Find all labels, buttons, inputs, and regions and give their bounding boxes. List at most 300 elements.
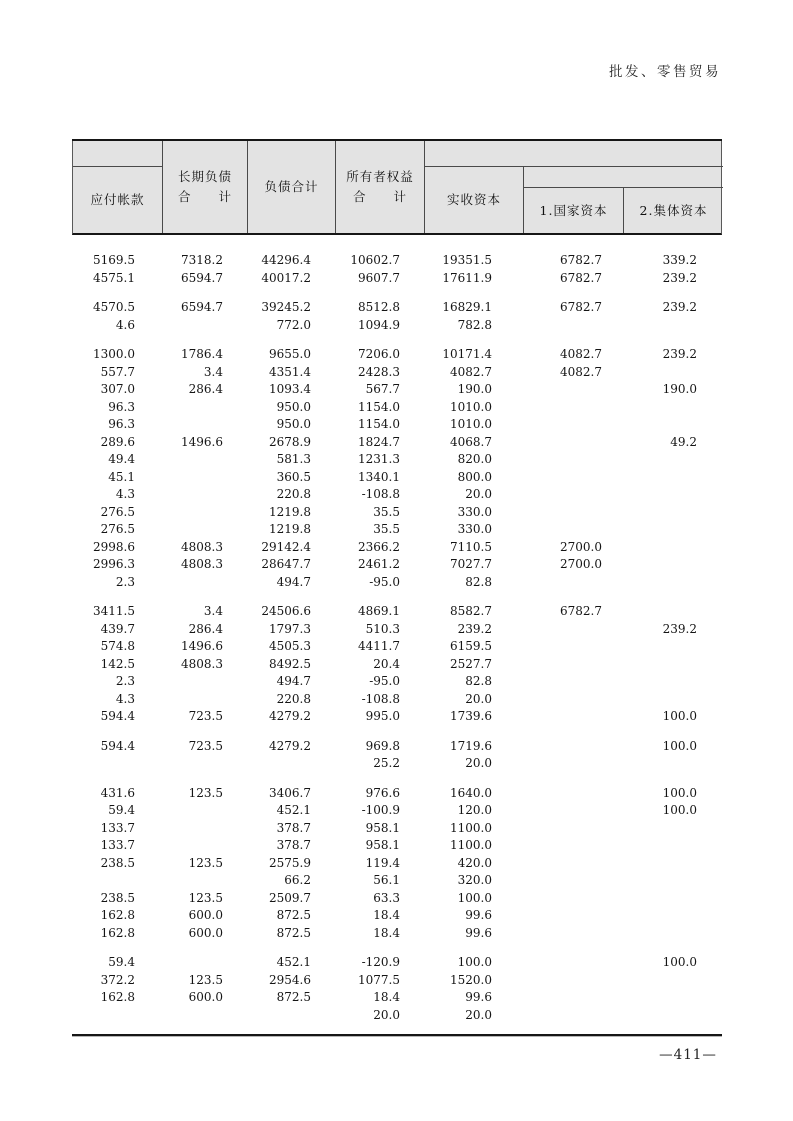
table-cell: 4575.1 xyxy=(93,270,135,285)
table-row xyxy=(72,691,722,709)
table-cell xyxy=(523,1007,623,1025)
table-cell: 969.8 xyxy=(365,738,400,753)
table-cell: 119.4 xyxy=(365,855,400,870)
table-cell: 3406.7 xyxy=(269,785,311,800)
header-long-term-liabilities xyxy=(163,141,248,233)
table-cell: 431.6 xyxy=(100,785,135,800)
table-cell xyxy=(523,708,623,726)
table-cell: 2428.3 xyxy=(358,364,400,379)
table-cell: 4082.7 xyxy=(560,347,602,361)
header-blank-band-right xyxy=(425,141,723,167)
table-cell: 995.0 xyxy=(365,709,400,723)
table-cell: 4808.3 xyxy=(181,656,223,671)
table-cell: 20.0 xyxy=(373,1007,400,1022)
table-cell: 307.0 xyxy=(100,382,135,396)
table-cell: 872.5 xyxy=(276,908,311,922)
table-cell: 9655.0 xyxy=(269,347,311,361)
table-cell xyxy=(162,1007,247,1025)
table-cell xyxy=(523,451,623,469)
table-cell: -120.9 xyxy=(361,955,400,969)
table-cell: 4869.1 xyxy=(358,604,400,618)
header-blank-col1 xyxy=(73,141,163,167)
table-cell: 142.5 xyxy=(100,656,135,671)
table-cell: 4082.7 xyxy=(450,364,492,379)
table-cell: 2461.2 xyxy=(358,557,400,571)
table-cell: 1100.0 xyxy=(450,838,492,852)
table-cell xyxy=(623,872,722,890)
table-cell xyxy=(523,954,623,972)
table-cell xyxy=(523,691,623,709)
table-cell: 133.7 xyxy=(100,838,135,852)
table-cell: 24506.6 xyxy=(261,604,311,618)
table-cell xyxy=(623,855,722,873)
table-cell: -108.8 xyxy=(361,487,400,501)
table-cell: 439.7 xyxy=(100,621,135,636)
table-cell: 123.5 xyxy=(188,890,223,905)
row-spacer xyxy=(72,287,722,299)
table-cell: 59.4 xyxy=(108,803,135,817)
table-header xyxy=(72,141,722,235)
table-cell: 18.4 xyxy=(373,990,400,1004)
table-cell: 2678.9 xyxy=(269,434,311,449)
table-cell: 4411.7 xyxy=(358,639,400,653)
table-cell: 1496.6 xyxy=(181,639,223,653)
table-cell: 286.4 xyxy=(188,382,223,396)
table-cell: 574.8 xyxy=(100,639,135,653)
table-cell: 2700.0 xyxy=(560,539,602,554)
table-cell: 39245.2 xyxy=(261,300,311,314)
table-cell xyxy=(162,317,247,335)
table-cell: 339.2 xyxy=(662,253,697,267)
table-cell: 1010.0 xyxy=(450,399,492,414)
table-cell xyxy=(523,656,623,674)
table-cell: 162.8 xyxy=(100,925,135,940)
table-cell: 1077.5 xyxy=(358,972,400,987)
table-cell: 5169.5 xyxy=(93,253,135,267)
table-cell: 3.4 xyxy=(203,364,223,379)
table-cell xyxy=(623,469,722,487)
table-cell xyxy=(162,954,247,972)
table-cell: 10602.7 xyxy=(350,253,400,267)
table-cell xyxy=(623,691,722,709)
header-owners-equity xyxy=(336,141,425,233)
table-cell: 56.1 xyxy=(373,873,400,887)
table-cell: 557.7 xyxy=(100,364,135,379)
table-cell: 286.4 xyxy=(188,621,223,636)
table-cell: 320.0 xyxy=(457,873,492,887)
table-cell: 1154.0 xyxy=(358,417,400,431)
table-cell: 123.5 xyxy=(188,972,223,987)
table-cell: -95.0 xyxy=(369,574,400,589)
table-cell: 133.7 xyxy=(100,820,135,835)
table-cell: 63.3 xyxy=(373,890,400,905)
table-cell xyxy=(623,556,722,574)
table-cell: 600.0 xyxy=(188,908,223,922)
table-cell xyxy=(162,820,247,838)
table-cell xyxy=(623,317,722,335)
table-cell: 1010.0 xyxy=(450,417,492,431)
table-cell: 100.0 xyxy=(457,890,492,905)
table-cell: 100.0 xyxy=(662,803,697,817)
table-row xyxy=(72,486,722,504)
table-cell: 123.5 xyxy=(188,855,223,870)
table-cell xyxy=(623,673,722,691)
table-cell: 44296.4 xyxy=(261,253,311,267)
table-cell: 4068.7 xyxy=(450,434,492,449)
table-cell: 872.5 xyxy=(276,990,311,1004)
header-long-term-liabilities-line1: 长期负债 xyxy=(177,169,232,184)
table-cell: 581.3 xyxy=(276,452,311,466)
table-cell: 958.1 xyxy=(365,838,400,852)
header-collective-capital: 2.集体资本 xyxy=(639,202,708,218)
table-row xyxy=(72,299,722,317)
table-cell: 100.0 xyxy=(662,955,697,969)
statistics-table xyxy=(72,139,722,1036)
table-cell: 239.2 xyxy=(457,621,492,636)
table-cell: 99.6 xyxy=(465,908,492,922)
table-cell: 330.0 xyxy=(457,504,492,519)
table-row xyxy=(72,252,722,270)
table-cell: 96.3 xyxy=(108,399,135,414)
table-cell: 20.0 xyxy=(465,487,492,501)
table-row xyxy=(72,638,722,656)
table-cell: 1797.3 xyxy=(269,621,311,636)
table-cell xyxy=(623,656,722,674)
table-cell xyxy=(623,638,722,656)
table-cell xyxy=(247,755,335,773)
row-spacer xyxy=(72,334,722,346)
table-row xyxy=(72,925,722,943)
table-cell: 372.2 xyxy=(100,972,135,987)
table-row xyxy=(72,907,722,925)
table-cell: 123.5 xyxy=(188,785,223,800)
chapter-title: 批发、零售贸易 xyxy=(609,64,721,80)
table-cell xyxy=(523,381,623,399)
header-owners-equity-line2: 合 计 xyxy=(352,189,407,204)
table-cell xyxy=(162,469,247,487)
table-cell: 4570.5 xyxy=(93,300,135,314)
table-cell: 452.1 xyxy=(276,955,311,969)
table-cell xyxy=(523,907,623,925)
table-cell xyxy=(523,989,623,1007)
table-cell xyxy=(162,802,247,820)
table-cell: 18.4 xyxy=(373,908,400,922)
table-cell: 162.8 xyxy=(100,990,135,1004)
table-cell: 4082.7 xyxy=(560,364,602,379)
table-cell xyxy=(523,972,623,990)
table-row xyxy=(72,972,722,990)
table-cell xyxy=(623,451,722,469)
table-cell: 1640.0 xyxy=(450,785,492,800)
page-number: —411— xyxy=(659,1047,717,1063)
table-cell: 594.4 xyxy=(100,738,135,753)
table-cell: 239.2 xyxy=(662,270,697,285)
table-cell: 20.4 xyxy=(373,656,400,671)
table-cell: 8492.5 xyxy=(269,656,311,671)
table-cell: 1100.0 xyxy=(450,820,492,835)
table-cell: 35.5 xyxy=(373,504,400,519)
table-row xyxy=(72,621,722,639)
table-cell xyxy=(162,451,247,469)
table-cell: 1219.8 xyxy=(269,522,311,536)
table-cell: 100.0 xyxy=(457,955,492,969)
table-cell: 1093.4 xyxy=(269,382,311,396)
table-cell: 2.3 xyxy=(115,574,135,589)
table-cell xyxy=(162,504,247,522)
table-cell xyxy=(523,837,623,855)
table-cell: 4808.3 xyxy=(181,557,223,571)
table-cell xyxy=(523,486,623,504)
table-cell: 4.3 xyxy=(115,487,135,501)
table-cell: 510.3 xyxy=(365,621,400,636)
table-cell: 7318.2 xyxy=(181,253,223,267)
table-cell: 19351.5 xyxy=(442,253,492,267)
table-row xyxy=(72,434,722,452)
table-cell xyxy=(623,989,722,1007)
table-row xyxy=(72,890,722,908)
table-cell xyxy=(623,399,722,417)
table-cell: 494.7 xyxy=(276,674,311,688)
table-cell xyxy=(523,802,623,820)
table-cell: 20.0 xyxy=(465,691,492,706)
table-cell: 950.0 xyxy=(276,399,311,414)
table-cell xyxy=(162,521,247,539)
table-cell: 6782.7 xyxy=(560,604,602,618)
table-cell: 10171.4 xyxy=(442,347,492,361)
table-cell: 2575.9 xyxy=(269,855,311,870)
table-cell xyxy=(523,574,623,592)
table-cell: 567.7 xyxy=(365,382,400,396)
table-cell xyxy=(623,603,722,621)
header-paid-in-capital: 实收资本 xyxy=(425,167,524,233)
table-cell: 99.6 xyxy=(465,925,492,940)
table-cell xyxy=(523,317,623,335)
table-cell: 4808.3 xyxy=(181,539,223,554)
table-cell: 35.5 xyxy=(373,522,400,536)
table-cell: 4279.2 xyxy=(269,738,311,753)
table-cell: 494.7 xyxy=(276,574,311,589)
table-cell xyxy=(523,621,623,639)
table-cell: 6782.7 xyxy=(560,253,602,267)
table-cell: 238.5 xyxy=(100,855,135,870)
table-cell: 100.0 xyxy=(662,709,697,723)
table-cell: 162.8 xyxy=(100,908,135,922)
table-cell xyxy=(162,673,247,691)
table-cell xyxy=(162,486,247,504)
table-cell: 1719.6 xyxy=(450,738,492,753)
table-row xyxy=(72,802,722,820)
table-cell xyxy=(523,855,623,873)
table-cell: 238.5 xyxy=(100,890,135,905)
table-cell xyxy=(523,738,623,756)
table-cell: 82.8 xyxy=(465,674,492,688)
table-cell: 20.0 xyxy=(465,756,492,770)
table-row xyxy=(72,820,722,838)
table-row xyxy=(72,954,722,972)
table-row xyxy=(72,989,722,1007)
table-row xyxy=(72,451,722,469)
table-cell: 1094.9 xyxy=(358,317,400,332)
table-cell: -100.9 xyxy=(361,803,400,817)
table-cell: 6782.7 xyxy=(560,300,602,314)
table-cell: 2996.3 xyxy=(93,557,135,571)
table-cell: 1154.0 xyxy=(358,399,400,414)
table-row xyxy=(72,521,722,539)
table-cell xyxy=(523,434,623,452)
table-cell: 420.0 xyxy=(457,855,492,870)
table-cell xyxy=(72,1007,162,1025)
row-spacer xyxy=(72,942,722,954)
table-row xyxy=(72,1007,722,1025)
table-cell: 28647.7 xyxy=(261,557,311,571)
table-row xyxy=(72,755,722,773)
table-cell: 330.0 xyxy=(457,522,492,536)
table-cell xyxy=(72,872,162,890)
table-cell xyxy=(523,785,623,803)
table-cell: 378.7 xyxy=(276,838,311,852)
table-cell: 594.4 xyxy=(100,709,135,723)
table-cell: 1520.0 xyxy=(450,972,492,987)
table-cell: 782.8 xyxy=(457,317,492,332)
table-cell: 1496.6 xyxy=(181,434,223,449)
table-row xyxy=(72,381,722,399)
table-row xyxy=(72,317,722,335)
table-cell xyxy=(523,504,623,522)
table-cell: 96.3 xyxy=(108,417,135,431)
table-cell: 2700.0 xyxy=(560,557,602,571)
table-cell xyxy=(523,638,623,656)
table-row xyxy=(72,469,722,487)
table-cell: 872.5 xyxy=(276,925,311,940)
table-cell xyxy=(162,574,247,592)
table-row xyxy=(72,539,722,557)
table-row xyxy=(72,673,722,691)
table-cell xyxy=(623,521,722,539)
table-cell: 4505.3 xyxy=(269,639,311,653)
table-cell: 29142.4 xyxy=(261,539,311,554)
table-cell: 220.8 xyxy=(276,691,311,706)
table-row xyxy=(72,656,722,674)
table-cell: 1739.6 xyxy=(450,709,492,723)
table-cell: 600.0 xyxy=(188,990,223,1004)
table-cell: 49.2 xyxy=(670,434,697,449)
table-cell: 723.5 xyxy=(188,709,223,723)
table-row xyxy=(72,785,722,803)
table-cell: 6594.7 xyxy=(181,270,223,285)
table-cell: 289.6 xyxy=(100,434,135,449)
row-spacer xyxy=(72,591,722,603)
table-cell: 360.5 xyxy=(276,469,311,484)
table-row xyxy=(72,603,722,621)
table-cell: -95.0 xyxy=(369,674,400,688)
header-long-term-liabilities-line2: 合 计 xyxy=(177,189,232,204)
table-cell xyxy=(623,820,722,838)
table-cell xyxy=(523,673,623,691)
table-row xyxy=(72,738,722,756)
table-cell: 4.3 xyxy=(115,691,135,706)
table-cell xyxy=(523,755,623,773)
table-cell: 99.6 xyxy=(465,990,492,1004)
header-state-capital: 1.国家资本 xyxy=(524,188,624,233)
table-cell xyxy=(523,416,623,434)
table-cell: 82.8 xyxy=(465,574,492,589)
table-cell: 958.1 xyxy=(365,820,400,835)
table-cell xyxy=(162,837,247,855)
table-row xyxy=(72,574,722,592)
table-cell: -108.8 xyxy=(361,691,400,706)
table-cell: 1300.0 xyxy=(93,347,135,361)
table-row xyxy=(72,399,722,417)
table-cell: 3411.5 xyxy=(93,604,135,618)
table-cell: 9607.7 xyxy=(358,270,400,285)
table-cell: 820.0 xyxy=(457,452,492,466)
table-row xyxy=(72,346,722,364)
table-cell xyxy=(523,469,623,487)
table-cell xyxy=(623,837,722,855)
table-cell: 40017.2 xyxy=(261,270,311,285)
row-spacer xyxy=(72,726,722,738)
table-cell: 45.1 xyxy=(108,469,135,484)
table-cell: 100.0 xyxy=(662,738,697,753)
table-cell xyxy=(623,574,722,592)
row-spacer xyxy=(72,773,722,785)
table-cell: 7206.0 xyxy=(358,347,400,361)
table-cell: 7110.5 xyxy=(450,539,492,554)
table-cell: 20.0 xyxy=(465,1007,492,1022)
table-cell: 378.7 xyxy=(276,820,311,835)
table-cell: 6159.5 xyxy=(450,639,492,653)
table-cell xyxy=(623,907,722,925)
table-row xyxy=(72,855,722,873)
table-cell xyxy=(162,755,247,773)
table-cell xyxy=(523,925,623,943)
header-owners-equity-line1: 所有者权益 xyxy=(346,169,414,184)
table-cell: 66.2 xyxy=(284,873,311,887)
header-total-liabilities: 负债合计 xyxy=(248,141,336,233)
table-cell xyxy=(247,1007,335,1025)
table-cell: 2366.2 xyxy=(358,539,400,554)
table-cell: 950.0 xyxy=(276,417,311,431)
table-cell: 4279.2 xyxy=(269,709,311,723)
table-cell xyxy=(623,486,722,504)
table-cell xyxy=(72,755,162,773)
table-cell: 723.5 xyxy=(188,738,223,753)
table-cell xyxy=(623,364,722,382)
table-cell: 2998.6 xyxy=(93,539,135,554)
table-cell: 49.4 xyxy=(108,452,135,466)
table-cell: 3.4 xyxy=(203,604,223,618)
table-row xyxy=(72,556,722,574)
table-cell xyxy=(623,925,722,943)
table-cell: 1231.3 xyxy=(358,452,400,466)
table-cell xyxy=(623,890,722,908)
table-cell xyxy=(162,872,247,890)
table-cell: 190.0 xyxy=(457,382,492,396)
header-blank-band-capital xyxy=(524,167,723,188)
table-cell: 2527.7 xyxy=(450,656,492,671)
table-cell: 600.0 xyxy=(188,925,223,940)
table-cell: 18.4 xyxy=(373,925,400,940)
table-cell xyxy=(523,399,623,417)
table-cell: 4.6 xyxy=(115,317,135,332)
table-cell: 239.2 xyxy=(662,300,697,314)
table-cell: 2954.6 xyxy=(269,972,311,987)
table-cell: 120.0 xyxy=(457,803,492,817)
table-cell: 8582.7 xyxy=(450,604,492,618)
table-cell xyxy=(623,972,722,990)
table-row xyxy=(72,837,722,855)
table-row xyxy=(72,504,722,522)
